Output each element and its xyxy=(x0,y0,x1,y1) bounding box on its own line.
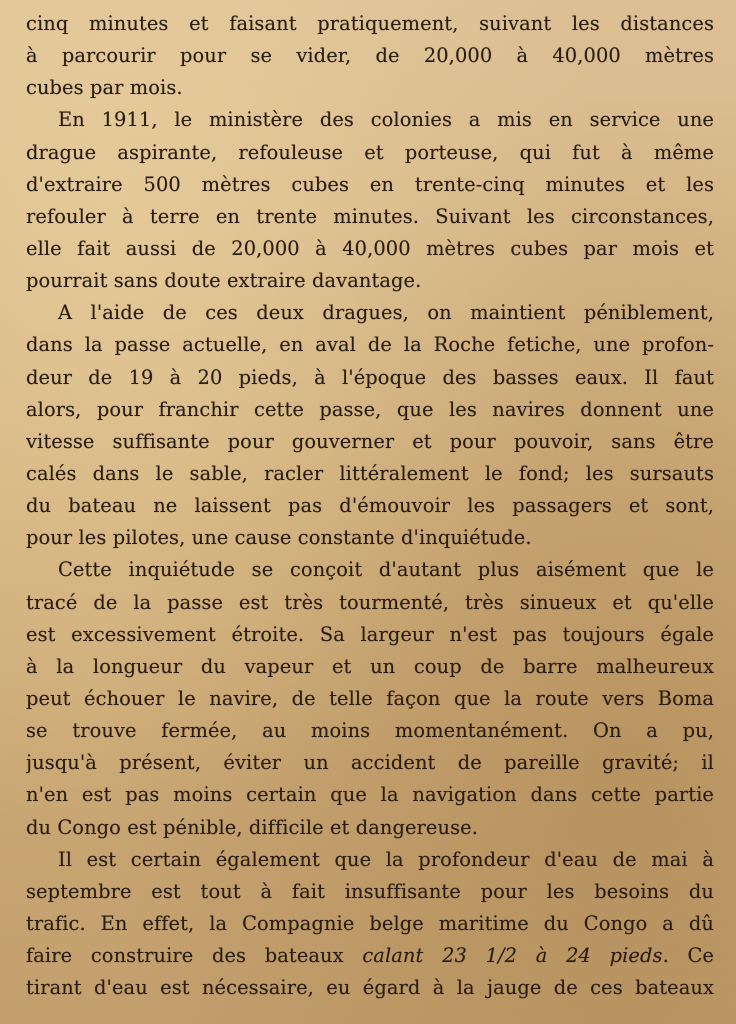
text-line: En 1911, le ministère des colonies a mis en service une xyxy=(58,108,714,132)
text-line: n'en est pas moins certain que la navigation dans cette partie xyxy=(26,783,714,807)
text-line: septembre est tout à fait insuffisante pour les besoins du xyxy=(26,879,714,903)
text-line: deur de 19 à 20 pieds, à l'époque des basses eaux. Il faut xyxy=(26,365,714,389)
text-line: elle fait aussi de 20,000 à 40,000 mètres cubes par mois et xyxy=(26,236,714,260)
text-line: d'extraire 500 mètres cubes en trente-cinq minutes et les xyxy=(26,172,714,196)
document-page xyxy=(26,8,714,1016)
paragraph-ministere-1911 xyxy=(26,104,714,297)
text-line: refouler à terre en trente minutes. Suivant les circonstances, xyxy=(26,204,714,228)
text-line: dans la passe actuelle, en aval de la Roche fetiche, une profon- xyxy=(26,333,714,357)
text-line: du bateau ne laissent pas d'émouvoir les passagers et sont, xyxy=(26,494,714,518)
text-line: A l'aide de ces deux dragues, on maintient péniblement, xyxy=(58,301,714,325)
text-line: tracé de la passe est très tourmenté, très sinueux et qu'elle xyxy=(26,590,714,614)
text-line: à parcourir pour se vider, de 20,000 à 40,000 mètres xyxy=(26,44,714,68)
text-line: trafic. En effet, la Compagnie belge maritime du Congo a dû xyxy=(26,911,714,935)
paragraph-profondeur-eau xyxy=(26,844,714,1005)
text-line: pour les pilotes, une cause constante d'inquiétude. xyxy=(26,526,532,550)
text-line: Il est certain également que la profondeur d'eau de mai à xyxy=(58,847,714,871)
text-line: drague aspirante, refouleuse et porteuse, qui fut à même xyxy=(26,140,714,164)
text-line: à la longueur du vapeur et un coup de barre malheureux xyxy=(26,654,714,678)
paragraph-passe-actuelle xyxy=(26,297,714,554)
text-line-mixed xyxy=(26,940,714,972)
text-line: peut échouer le navire, de telle façon que la route vers Boma xyxy=(26,686,714,710)
italic-draught: calant 23 1/2 à 24 pieds xyxy=(362,944,663,968)
text-segment: faire construire des bateaux xyxy=(26,944,363,968)
text-line: cubes par mois. xyxy=(26,76,183,100)
text-line: jusqu'à présent, éviter un accident de pareille gravité; il xyxy=(26,751,714,775)
text-line: alors, pour franchir cette passe, que les navires donnent une xyxy=(26,397,714,421)
text-segment: . Ce xyxy=(662,944,714,968)
text-line: tirant d'eau est nécessaire, eu égard à la jauge de ces bateaux xyxy=(26,976,714,1000)
text-line: pourrait sans doute extraire davantage. xyxy=(26,269,422,293)
paragraph-dragues-premiere xyxy=(26,8,714,104)
text-line: Cette inquiétude se conçoit d'autant plus aisément que le xyxy=(58,558,714,582)
text-line: vitesse suffisante pour gouverner et pour pouvoir, sans être xyxy=(26,429,714,453)
text-line: du Congo est pénible, difficile et dangereuse. xyxy=(26,815,478,839)
text-line: calés dans le sable, racler littéralement le fond; les sursauts xyxy=(26,461,714,485)
text-line: cinq minutes et faisant pratiquement, suivant les distances xyxy=(26,12,714,35)
text-line: est excessivement étroite. Sa largeur n'est pas toujours égale xyxy=(26,622,714,646)
paragraph-inquietude xyxy=(26,554,714,843)
text-line: se trouve fermée, au moins momentanément. On a pu, xyxy=(26,719,714,743)
